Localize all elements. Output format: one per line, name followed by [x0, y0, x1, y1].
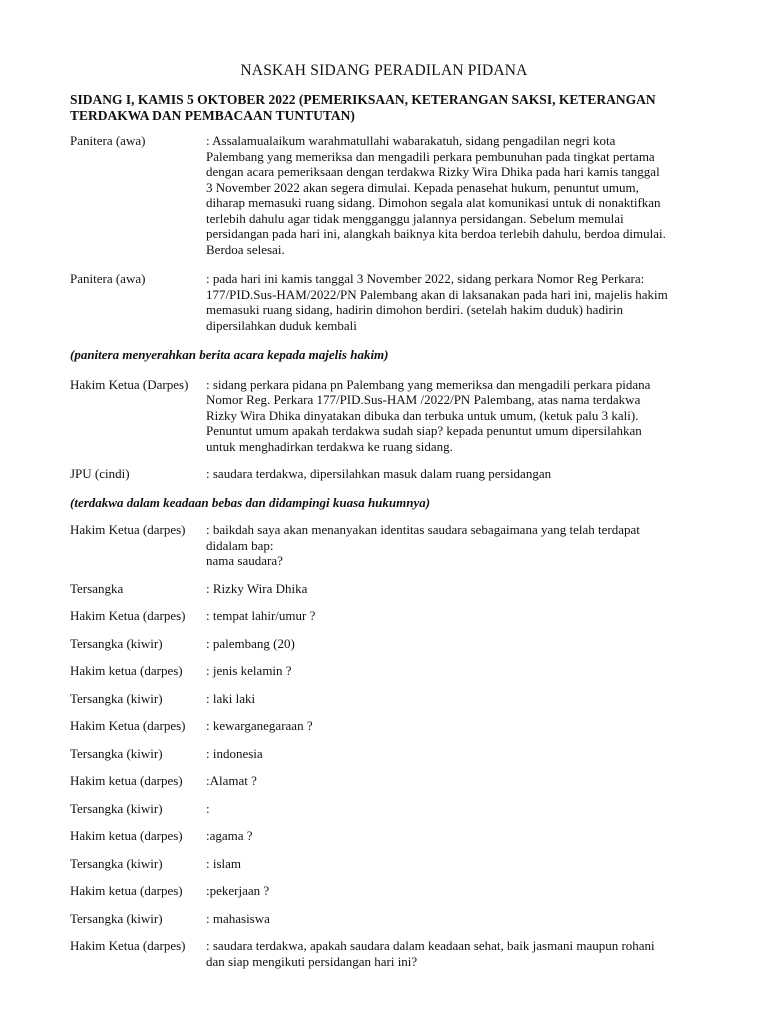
- speaker-label: Hakim Ketua (darpes): [70, 608, 186, 623]
- speaker-label: Tersangka (kiwir): [70, 690, 163, 706]
- speaker-label: Hakim ketua (darpes): [70, 773, 183, 788]
- speaker-label: Tersangka: [70, 580, 124, 596]
- speaker-label: Panitera (awa): [70, 133, 146, 148]
- dialogue-text: :: [206, 800, 210, 816]
- dialogue-text: : sidang perkara pidana pn Palembang yang memeriksa dan mengadili perkara pidana Nomor Reg. Perkara 177/PID.Sus-HAM /2022/PN Palembang, atas nama terdakwa Rizky Wira Dhika dinyatakan dibuka dan terbuka untuk umum, (ketuk palu 3 kali). Penuntut umum apakah terdakwa sudah siap? kepada penuntut umum dipersilahkan untuk menghadirkan terdakwa ke ruang sidang.: [206, 376, 651, 454]
- speaker-label: Hakim ketua (darpes): [70, 828, 183, 843]
- dialogue-text: :agama ?: [206, 828, 253, 843]
- dialogue-entry: [70, 636, 710, 652]
- dialogue-entry: [70, 691, 710, 707]
- dialogue-text: :Alamat ?: [206, 773, 257, 788]
- dialogue-text: : saudara terdakwa, dipersilahkan masuk dalam ruang persidangan: [206, 466, 552, 481]
- speaker-label: Tersangka (kiwir): [70, 635, 163, 651]
- dialogue-text: : jenis kelamin ?: [206, 663, 292, 678]
- dialogue-entry: [70, 746, 710, 762]
- dialogue-entry: [70, 718, 710, 734]
- speaker-label: Tersangka (kiwir): [70, 800, 163, 816]
- dialogue-text: : mahasiswa: [206, 910, 270, 926]
- dialogue-entry: [70, 938, 710, 969]
- dialogue-entry: [70, 856, 710, 872]
- speaker-label: Hakim Ketua (darpes): [70, 718, 186, 733]
- dialogue-text: : palembang (20): [206, 635, 295, 651]
- dialogue-text: : indonesia: [206, 745, 263, 761]
- dialogue-text: : laki laki: [206, 690, 256, 706]
- dialogue-entry: [70, 608, 710, 624]
- dialogue-entry: [70, 271, 710, 333]
- speaker-label: Tersangka (kiwir): [70, 910, 163, 926]
- speaker-label: Tersangka (kiwir): [70, 745, 163, 761]
- dialogue-entry: [70, 466, 710, 482]
- dialogue-entry: [70, 801, 710, 817]
- dialogue-text: : pada hari ini kamis tanggal 3 November 2022, sidang perkara Nomor Reg Perkara: 177/PID.Sus-HAM/2022/PN Palembang akan di laksanakan pada hari ini, majelis hakim memasuki ruang sidang, hadirin dimohon berdiri. (setelah hakim duduk) hadirin dipersilahkan duduk kembali: [206, 271, 668, 333]
- dialogue-entry: [70, 773, 710, 789]
- dialogue-entry: [70, 522, 710, 569]
- stage-direction: (terdakwa dalam keadaan bebas dan didampingi kuasa hukumnya): [70, 494, 431, 510]
- dialogue-entry: [70, 911, 710, 927]
- speaker-label: Hakim ketua (darpes): [70, 883, 183, 898]
- dialogue-text: : tempat lahir/umur ?: [206, 608, 316, 623]
- dialogue-entry: [70, 828, 710, 844]
- dialogue-text: : islam: [206, 855, 242, 871]
- dialogue-text: : baikdah saya akan menanyakan identitas saudara sebagaimana yang telah terdapat didalam bap: nama saudara?: [206, 522, 640, 568]
- dialogue-text: : Rizky Wira Dhika: [206, 580, 308, 596]
- dialogue-entry: [70, 883, 710, 899]
- dialogue-entry: [70, 377, 710, 455]
- speaker-label: Hakim Ketua (darpes): [70, 938, 186, 953]
- section-heading: SIDANG I, KAMIS 5 OKTOBER 2022 (PEMERIKSAAN, KETERANGAN SAKSI, KETERANGAN TERDAKWA DAN PEMBACAAN TUNTUTAN): [70, 92, 656, 123]
- dialogue-entry: [70, 581, 710, 597]
- speaker-label: Panitera (awa): [70, 271, 146, 286]
- speaker-label: Hakim ketua (darpes): [70, 663, 183, 678]
- dialogue-text: : Assalamualaikum warahmatullahi wabarakatuh, sidang pengadilan negri kota Palembang yang memeriksa dan mengadili perkara pembunuhan pada tingkat pertama dengan acara pemeriksaan dengan terdakwa Rizky Wira Dhika pada hari kamis tanggal 3 November 2022 akan segera dimulai. Kepada penasehat hukum, penuntut umum, diharap memasuki ruang sidang. Dimohon segala alat komunikasi untuk di nonaktifkan terlebih dahulu agar tidak mengganggu jalannya persidangan. Sebelum memulai persidangan pada hari ini, alangkah baiknya kita berdoa terlebih dahulu, berdoa dimulai. Berdoa selesai.: [206, 133, 666, 257]
- dialogue-text: : saudara terdakwa, apakah saudara dalam keadaan sehat, baik jasmani maupun rohani dan siap mengikuti persidangan hari ini?: [206, 938, 655, 969]
- speaker-label: JPU (cindi): [70, 466, 130, 481]
- speaker-label: Hakim Ketua (darpes): [70, 522, 186, 537]
- document-title: NASKAH SIDANG PERADILAN PIDANA: [240, 62, 528, 79]
- speaker-label: Tersangka (kiwir): [70, 855, 163, 871]
- transcript: [70, 133, 710, 969]
- dialogue-text: : kewarganegaraan ?: [206, 718, 313, 733]
- speaker-label: Hakim Ketua (Darpes): [70, 376, 189, 392]
- dialogue-text: :pekerjaan ?: [206, 883, 270, 898]
- dialogue-entry: [70, 663, 710, 679]
- stage-direction: (panitera menyerahkan berita acara kepada majelis hakim): [70, 347, 389, 362]
- dialogue-entry: [70, 133, 710, 257]
